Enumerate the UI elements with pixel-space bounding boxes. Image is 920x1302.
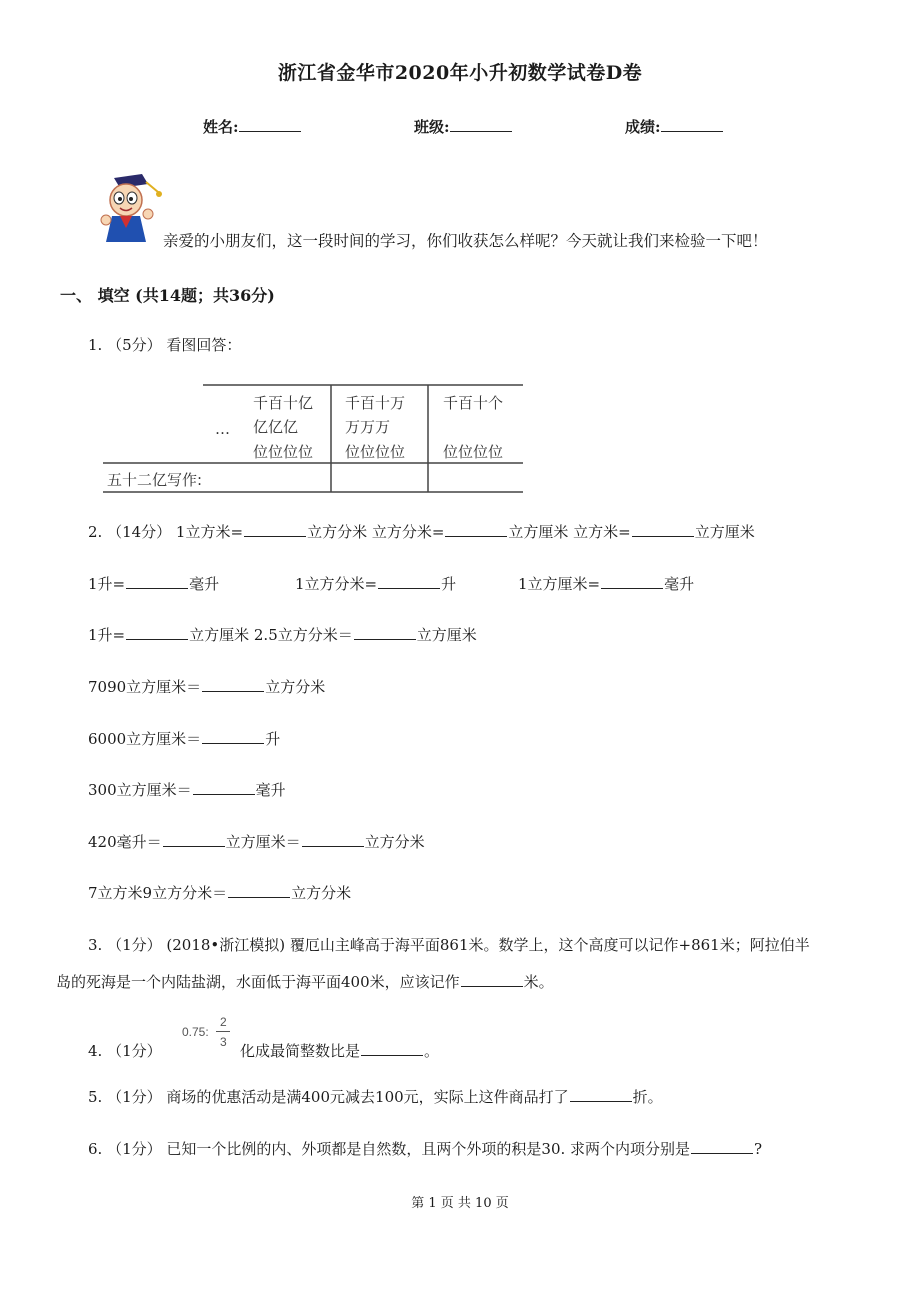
table-cell: 千百十万 xyxy=(345,394,406,412)
q2-line xyxy=(88,573,219,594)
q2-line xyxy=(88,831,425,852)
answer-blank[interactable] xyxy=(202,677,264,692)
q2-text: 立方分米 立方分米= xyxy=(307,523,445,541)
fraction-bar xyxy=(216,1031,230,1032)
q2-text: 立方分米 xyxy=(364,833,425,851)
answer-blank[interactable] xyxy=(691,1139,753,1154)
q2-text: 立方厘米 xyxy=(416,626,477,644)
q2-text: 300立方厘米＝ xyxy=(88,781,192,799)
name-field xyxy=(203,116,301,137)
question-2 xyxy=(88,521,755,542)
table-cell: 位位位位 xyxy=(443,443,504,461)
table-cell: 位位位位 xyxy=(345,443,406,461)
score-field xyxy=(625,116,723,137)
answer-blank[interactable] xyxy=(228,883,290,898)
answer-blank[interactable] xyxy=(361,1041,423,1056)
answer-blank[interactable] xyxy=(126,574,188,589)
q2-text: 立方厘米 xyxy=(694,523,755,541)
q2-line xyxy=(88,676,325,697)
class-label: 班级: xyxy=(414,118,450,136)
answer-blank[interactable] xyxy=(163,832,225,847)
q4-line xyxy=(240,1040,439,1061)
ratio-denominator: 3 xyxy=(220,1035,227,1049)
q2-text: 立方厘米 立方米= xyxy=(508,523,631,541)
q2-text: 毫升 xyxy=(255,781,286,799)
q2-text: 1升= xyxy=(88,575,126,593)
score-blank[interactable] xyxy=(661,116,723,132)
table-cell: 千百十个 xyxy=(443,394,504,412)
page-footer: 第 1 页 共 10 页 xyxy=(411,1196,509,1211)
q2-line xyxy=(295,573,456,594)
answer-blank[interactable] xyxy=(461,972,523,987)
answer-blank[interactable] xyxy=(354,625,416,640)
q2-text: 升 xyxy=(265,730,281,748)
greeting-text: 亲爱的小朋友们，这一段时间的学习，你们收获怎么样呢？今天就让我们来检验一下吧！ xyxy=(163,232,768,250)
q2-text: 毫升 xyxy=(189,575,220,593)
q2-text: 1升= xyxy=(88,626,126,644)
question-5 xyxy=(88,1086,663,1107)
q2-text: 420毫升＝ xyxy=(88,833,162,851)
q4-text: 化成最简整数比是 xyxy=(240,1042,361,1060)
q2-line xyxy=(88,624,477,645)
q4-text: 。 xyxy=(424,1042,440,1060)
question-6 xyxy=(88,1138,762,1159)
q2-text: 7立方米9立方分米＝ xyxy=(88,884,228,902)
answer-blank[interactable] xyxy=(302,832,364,847)
q2-line xyxy=(518,573,694,594)
table-cell: 万万万 xyxy=(345,418,391,436)
answer-blank[interactable] xyxy=(126,625,188,640)
answer-blank[interactable] xyxy=(632,522,694,537)
q3-line xyxy=(56,971,554,992)
table-row-label: 五十二亿写作: xyxy=(107,471,203,489)
q2-line xyxy=(88,882,351,903)
answer-blank[interactable] xyxy=(445,522,507,537)
question-1: 1. （5分） 看图回答： xyxy=(88,336,242,354)
answer-blank[interactable] xyxy=(202,729,264,744)
q2-text: 6000立方厘米＝ xyxy=(88,730,202,748)
q2-text: 毫升 xyxy=(664,575,695,593)
name-label: 姓名: xyxy=(203,118,239,136)
question-4: 4. （1分） xyxy=(88,1042,162,1060)
answer-blank[interactable] xyxy=(193,780,255,795)
mascot-icon xyxy=(92,170,164,244)
q5-text: 折。 xyxy=(632,1088,663,1106)
ratio-left: 0.75: xyxy=(182,1025,209,1039)
table-cell: 亿亿亿 xyxy=(253,418,299,436)
table-dots: … xyxy=(215,420,230,438)
table-cell: 位位位位 xyxy=(253,443,314,461)
q2-text: 立方分米 xyxy=(291,884,352,902)
ratio-numerator: 2 xyxy=(220,1015,227,1029)
answer-blank[interactable] xyxy=(244,522,306,537)
question-3: 3. （1分） (2018•浙江模拟) 覆厄山主峰高于海平面861米。数学上，这个高度可以记作+861米；阿拉伯半 xyxy=(88,936,810,954)
q2-text: 升 xyxy=(441,575,457,593)
class-blank[interactable] xyxy=(450,116,512,132)
answer-blank[interactable] xyxy=(570,1087,632,1102)
q3-text: 米。 xyxy=(523,973,554,991)
q2-text: 立方厘米＝ xyxy=(225,833,301,851)
q2-text: 立方厘米 2.5立方分米＝ xyxy=(189,626,353,644)
q6-text: ? xyxy=(754,1140,763,1158)
answer-blank[interactable] xyxy=(601,574,663,589)
q2-text: 立方分米 xyxy=(265,678,326,696)
page-title: 浙江省金华市2020年小升初数学试卷D卷 xyxy=(277,62,643,84)
score-label: 成绩: xyxy=(625,118,661,136)
q3-text: 岛的死海是一个内陆盐湖，水面低于海平面400米，应该记作 xyxy=(56,973,460,991)
answer-blank[interactable] xyxy=(378,574,440,589)
place-value-table xyxy=(103,383,525,495)
ratio-image xyxy=(182,1015,232,1057)
q2-text: 2. （14分） 1立方米= xyxy=(88,523,244,541)
q6-text: 6. （1分） 已知一个比例的内、外项都是自然数，且两个外项的积是30. 求两个内项分别是 xyxy=(88,1140,691,1158)
q2-line xyxy=(88,728,280,749)
table-cell: 千百十亿 xyxy=(253,394,314,412)
class-field xyxy=(414,116,512,137)
name-blank[interactable] xyxy=(239,116,301,132)
section-heading: 一、 填空 (共14题；共36分) xyxy=(60,286,275,305)
q2-text: 7090立方厘米＝ xyxy=(88,678,202,696)
q2-text: 1立方分米= xyxy=(295,575,378,593)
q2-text: 1立方厘米= xyxy=(518,575,601,593)
q2-line xyxy=(88,779,286,800)
q5-text: 5. （1分） 商场的优惠活动是满400元减去100元，实际上这件商品打了 xyxy=(88,1088,569,1106)
